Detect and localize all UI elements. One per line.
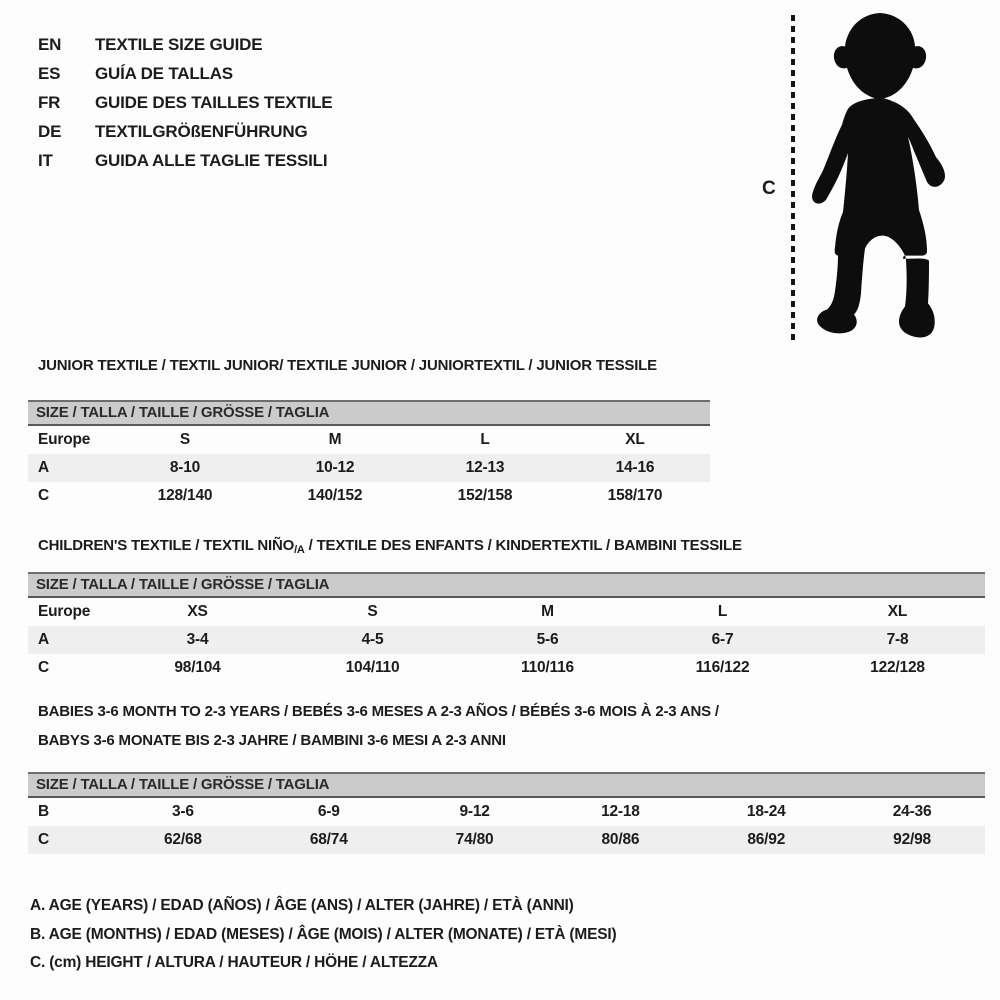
value-cell: 7-8 [886,631,909,648]
language-code: DE [38,121,62,141]
size-header-bar: SIZE / TALLA / TAILLE / GRÖSSE / TAGLIA [28,400,710,426]
section-title-babies [38,697,719,755]
value-cell: 86/92 [747,831,786,848]
value-cell: 92/98 [893,831,931,848]
section-title-babies-line1: BABIES 3-6 MONTH TO 2-3 YEARS / BEBÉS 3-6 MESES A 2-3 AÑOS / BÉBÉS 3-6 MOIS À 2-3 ANS / [38,703,719,720]
toddler-silhouette [802,11,952,346]
footnote-legend [30,892,616,978]
value-cell: 74/80 [455,831,494,848]
value-cell: 122/128 [870,659,925,676]
value-cell: 18-24 [746,803,786,820]
value-cell: 6-7 [711,631,734,648]
value-cell: 104/110 [345,659,400,676]
height-measure-label: C [762,178,776,199]
size-table-junior [28,400,710,510]
height-measure-dashed-line [791,15,795,345]
language-title: GUIDE DES TAILLES TEXTILE [95,92,333,112]
size-header-bar: SIZE / TALLA / TAILLE / GRÖSSE / TAGLIA [28,572,985,598]
footnote-age-months: B. AGE (MONTHS) / EDAD (MESES) / ÂGE (MOIS) / ALTER (MONATE) / ETÀ (MESI) [30,925,617,943]
value-cell: 62/68 [164,831,202,848]
size-column-header: M [328,431,342,448]
language-code: IT [38,150,53,170]
section-title-children [38,537,742,556]
region-label-cell: Europe [38,603,91,620]
language-row-es [38,59,332,88]
value-cell: 12-18 [601,803,640,820]
value-cell: 140/152 [307,487,363,504]
language-title-list [38,30,332,175]
language-title: TEXTILGRÖßENFÜHRUNG [95,121,308,141]
footnote-height-cm: C. (cm) HEIGHT / ALTURA / HAUTEUR / HÖHE / ALTEZZA [30,954,438,971]
value-cell: 3-6 [172,803,194,820]
value-cell: 80/86 [601,831,640,848]
language-code: FR [38,92,61,112]
table-header-row [28,598,985,626]
row-label-cell: B [38,803,49,820]
value-cell: 5-6 [536,631,559,648]
table-header-row [28,426,710,454]
language-row-it [38,146,332,175]
size-column-header: M [541,603,554,620]
language-row-en [38,30,332,59]
table-row-height [28,482,710,510]
value-cell: 152/158 [457,487,513,504]
value-cell: 128/140 [157,487,213,504]
value-cell: 12-13 [465,459,505,476]
language-code: ES [38,63,61,83]
value-cell: 98/104 [174,659,221,676]
value-cell: 10-12 [315,459,355,476]
value-cell: 24-36 [892,803,932,820]
value-cell: 110/116 [521,659,574,676]
value-cell: 8-10 [169,459,201,476]
size-column-header: S [367,603,378,620]
footnote-age-years: A. AGE (YEARS) / EDAD (AÑOS) / ÂGE (ANS) / ALTER (JAHRE) / ETÀ (ANNI) [30,897,574,914]
language-code: EN [38,34,62,54]
section-title-babies-line2: BABYS 3-6 MONATE BIS 2-3 JAHRE / BAMBINI 3-6 MESI A 2-3 ANNI [38,732,506,749]
value-cell: 3-4 [186,631,209,648]
language-row-fr [38,88,332,117]
size-table-children [28,572,985,682]
table-row-age-months [28,798,985,826]
section-title-children-main: CHILDREN'S TEXTILE / TEXTIL NIÑO [38,537,295,554]
section-title-junior: JUNIOR TEXTILE / TEXTIL JUNIOR/ TEXTILE JUNIOR / JUNIORTEXTIL / JUNIOR TESSILE [38,357,657,374]
section-title-children-sub: /A [294,544,305,556]
size-header-bar: SIZE / TALLA / TAILLE / GRÖSSE / TAGLIA [28,772,985,798]
language-row-de [38,117,332,146]
section-title-children-rest: / TEXTILE DES ENFANTS / KINDERTEXTIL / BAMBINI TESSILE [304,537,742,554]
language-title: GUÍA DE TALLAS [95,63,233,83]
region-label-cell: Europe [38,431,91,448]
language-title: TEXTILE SIZE GUIDE [95,34,263,54]
value-cell: 9-12 [459,803,490,820]
table-row-age [28,626,985,654]
row-label-cell: C [38,487,49,504]
value-cell: 6-9 [317,803,340,820]
size-column-header: XL [625,431,645,448]
size-table-babies [28,772,985,854]
row-label-cell: C [38,831,49,848]
size-column-header: S [179,431,191,448]
value-cell: 116/122 [695,659,750,676]
row-label-cell: A [38,631,49,648]
size-column-header: L [717,603,728,620]
size-column-header: L [480,431,490,448]
value-cell: 158/170 [607,487,663,504]
size-column-header: XL [887,603,908,620]
table-row-age [28,454,710,482]
row-label-cell: C [38,659,49,676]
value-cell: 4-5 [361,631,384,648]
row-label-cell: A [38,459,49,476]
value-cell: 68/74 [309,831,348,848]
value-cell: 14-16 [615,459,655,476]
language-title: GUIDA ALLE TAGLIE TESSILI [95,150,328,170]
table-row-height [28,826,985,854]
size-column-header: XS [187,603,208,620]
table-row-height [28,654,985,682]
